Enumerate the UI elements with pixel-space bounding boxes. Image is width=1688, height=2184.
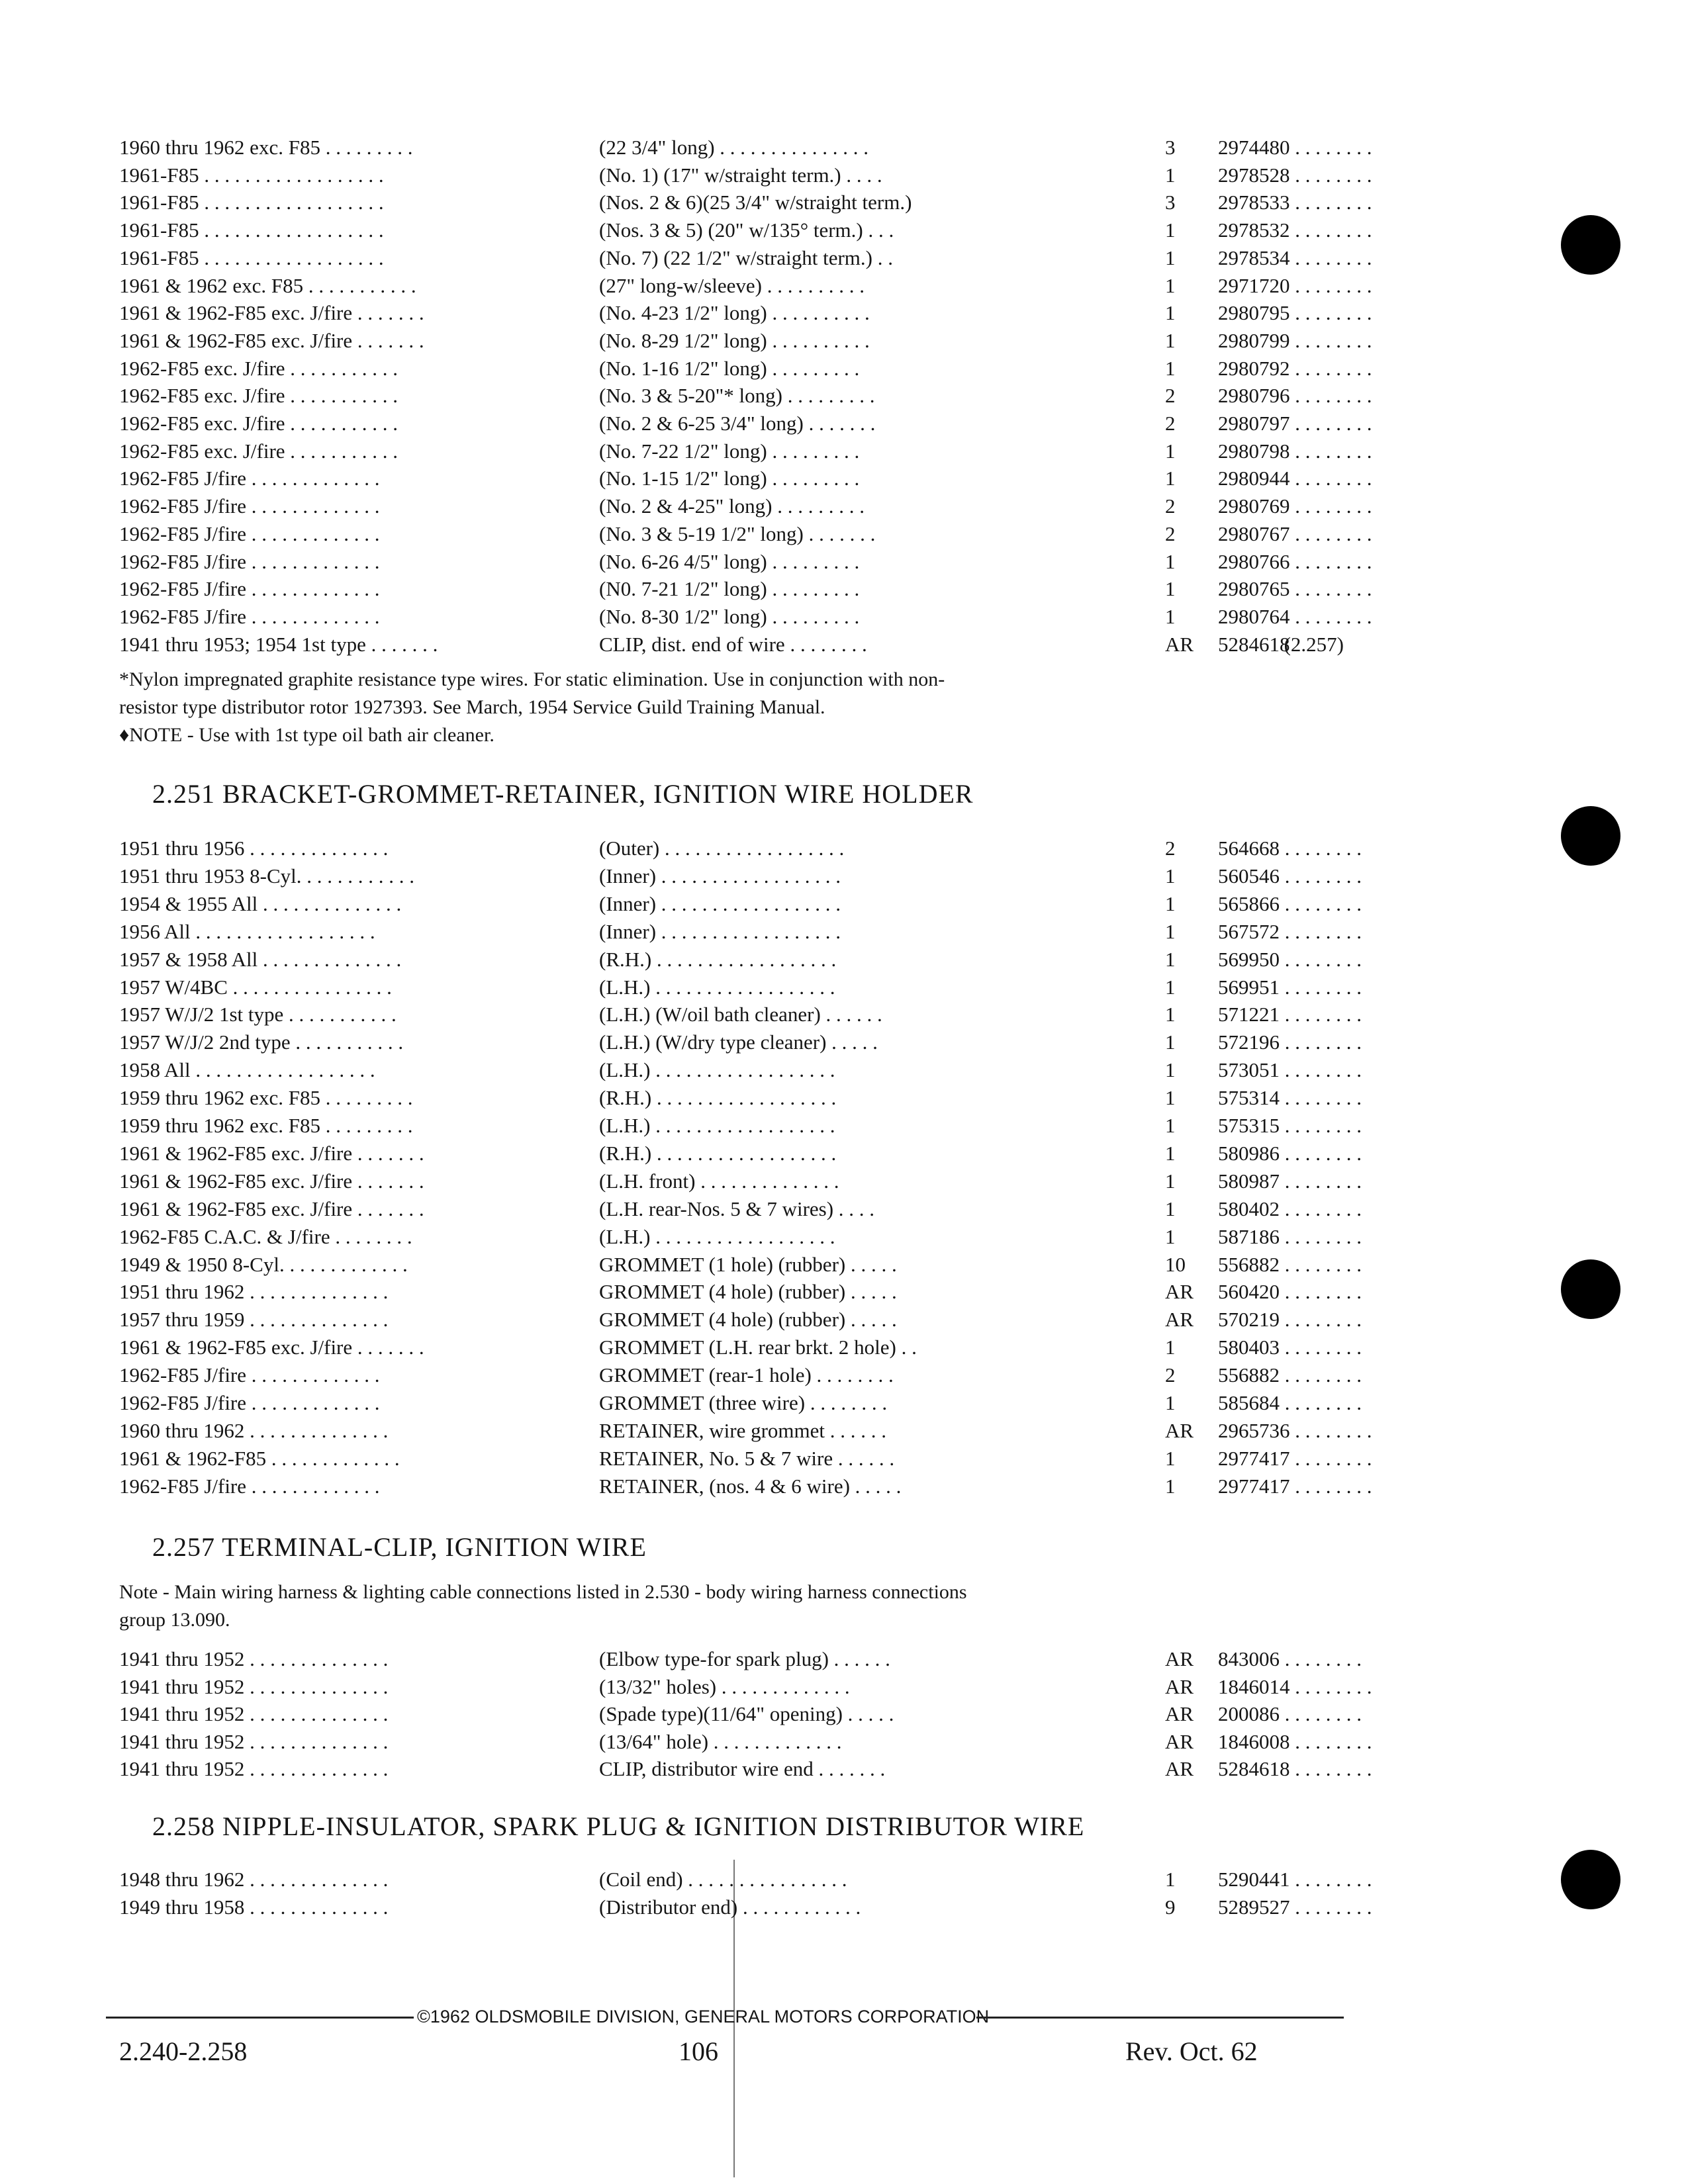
description-cell: (Inner) . . . . . . . . . . . . . . . . . .	[599, 864, 841, 887]
part-number-cell: 569950 . . . . . . . .	[1218, 947, 1362, 971]
footer-rule-right	[976, 2017, 1344, 2019]
part-number-cell: 580986 . . . . . . . .	[1218, 1141, 1362, 1165]
part-number-cell: 1846008 . . . . . . . .	[1218, 1729, 1372, 1753]
quantity-cell: 1	[1165, 891, 1176, 915]
parts-row	[119, 604, 1372, 630]
quantity-cell: 1	[1165, 1003, 1176, 1026]
description-cell: (Nos. 2 & 6)(25 3/4" w/straight term.)	[599, 191, 912, 214]
parts-row	[119, 328, 1372, 354]
description-cell: RETAINER, (nos. 4 & 6 wire) . . . . .	[599, 1474, 902, 1498]
description-cell: (L.H.) . . . . . . . . . . . . . . . . . .	[599, 1058, 835, 1082]
model-cell: 1961 & 1962-F85 exc. J/fire . . . . . . .	[119, 301, 424, 325]
section-range: 2.240-2.258	[119, 2036, 248, 2066]
parts-row	[119, 1390, 1362, 1416]
description-cell: GROMMET (1 hole) (rubber) . . . . .	[599, 1252, 897, 1276]
quantity-cell: 1	[1165, 301, 1176, 325]
description-cell: (No. 3 & 5-20"* long) . . . . . . . . .	[599, 384, 875, 408]
model-cell: 1962-F85 J/fire . . . . . . . . . . . . .	[119, 467, 380, 490]
part-number-cell: 5284618 . . . . . . . .	[1218, 1757, 1372, 1780]
parts-row	[119, 1306, 1362, 1333]
description-cell: (R.H.) . . . . . . . . . . . . . . . . . .	[599, 1141, 837, 1165]
quantity-cell: 10	[1165, 1252, 1186, 1276]
section-heading-2-258: 2.258 NIPPLE-INSULATOR, SPARK PLUG & IGNITION DISTRIBUTOR WIRE	[152, 1811, 1085, 1841]
quantity-cell: 3	[1165, 191, 1176, 214]
part-number-cell: 2974480 . . . . . . . .	[1218, 136, 1372, 159]
part-number-cell: 5284618	[1218, 632, 1290, 656]
model-cell: 1941 thru 1952 . . . . . . . . . . . . . .	[119, 1729, 389, 1753]
part-number-cell: 1846014 . . . . . . . .	[1218, 1674, 1372, 1698]
description-cell: (L.H. front) . . . . . . . . . . . . . .	[599, 1169, 839, 1193]
quantity-cell: 1	[1165, 1197, 1176, 1220]
part-number-cell: 2978533 . . . . . . . .	[1218, 191, 1372, 214]
quantity-cell: 2	[1165, 412, 1176, 435]
model-cell: 1961 & 1962-F85 . . . . . . . . . . . . .	[119, 1446, 400, 1470]
model-cell: 1958 All . . . . . . . . . . . . . . . . . .	[119, 1058, 375, 1082]
description-cell: (R.H.) . . . . . . . . . . . . . . . . . .	[599, 1086, 837, 1110]
description-cell: (Nos. 3 & 5) (20" w/135° term.) . . .	[599, 218, 894, 242]
description-cell: (Outer) . . . . . . . . . . . . . . . . . .	[599, 837, 845, 860]
description-cell: (No. 2 & 6-25 3/4" long) . . . . . . .	[599, 412, 876, 435]
model-cell: 1957 W/4BC . . . . . . . . . . . . . . . .	[119, 975, 392, 999]
model-cell: 1941 thru 1952 . . . . . . . . . . . . . .	[119, 1647, 389, 1670]
quantity-cell: 3	[1165, 136, 1176, 159]
description-cell: (No. 1) (17" w/straight term.) . . . .	[599, 163, 882, 187]
parts-row	[119, 974, 1362, 1001]
part-number-cell: 564668 . . . . . . . .	[1218, 837, 1362, 860]
model-cell: 1941 thru 1953; 1954 1st type . . . . . . .	[119, 632, 438, 656]
section-heading-2-257: 2.257 TERMINAL-CLIP, IGNITION WIRE	[152, 1532, 647, 1562]
description-cell: (Inner) . . . . . . . . . . . . . . . . . .	[599, 919, 841, 943]
description-cell: (13/32" holes) . . . . . . . . . . . . .	[599, 1674, 850, 1698]
part-number-cell: 556882 . . . . . . . .	[1218, 1363, 1362, 1387]
parts-row	[119, 1445, 1372, 1472]
description-cell: (L.H.) . . . . . . . . . . . . . . . . . .	[599, 1114, 835, 1137]
parts-row	[119, 410, 1372, 437]
description-cell: (Distributor end) . . . . . . . . . . . .	[599, 1895, 861, 1919]
quantity-cell: 1	[1165, 1224, 1176, 1248]
part-number-cell: 570219 . . . . . . . .	[1218, 1308, 1362, 1332]
quantity-cell: 1	[1165, 1446, 1176, 1470]
model-cell: 1941 thru 1952 . . . . . . . . . . . . . .	[119, 1757, 389, 1780]
description-cell: (No. 1-16 1/2" long) . . . . . . . . .	[599, 356, 860, 380]
description-cell: (No. 8-29 1/2" long) . . . . . . . . . .	[599, 328, 870, 352]
binder-hole	[1561, 1850, 1620, 1909]
description-cell: GROMMET (rear-1 hole) . . . . . . . .	[599, 1363, 894, 1387]
section-heading-2-251: 2.251 BRACKET-GROMMET-RETAINER, IGNITION WIRE HOLDER	[152, 779, 974, 809]
part-number-cell: 2980799 . . . . . . . .	[1218, 328, 1372, 352]
part-number-cell: 5289527 . . . . . . . .	[1218, 1895, 1372, 1919]
parts-row	[119, 631, 1344, 658]
description-cell: (No. 8-30 1/2" long) . . . . . . . . .	[599, 604, 860, 628]
parts-row	[119, 919, 1362, 945]
parts-row	[119, 1001, 1362, 1028]
part-number-cell: 2980798 . . . . . . . .	[1218, 439, 1372, 463]
parts-row	[119, 1646, 1362, 1672]
quantity-cell: AR	[1165, 1647, 1194, 1670]
parts-row	[119, 1224, 1362, 1250]
part-number-cell: 2978532 . . . . . . . .	[1218, 218, 1372, 242]
description-cell: (No. 7) (22 1/2" w/straight term.) . .	[599, 246, 893, 269]
parts-row	[119, 1334, 1362, 1361]
part-number-cell: 2980796 . . . . . . . .	[1218, 384, 1372, 408]
quantity-cell: 2	[1165, 494, 1176, 518]
quantity-cell: 1	[1165, 1030, 1176, 1054]
model-cell: 1957 W/J/2 2nd type . . . . . . . . . . .	[119, 1030, 404, 1054]
parts-row	[119, 1894, 1372, 1921]
part-number-cell: 2980767 . . . . . . . .	[1218, 522, 1372, 545]
quantity-cell: 1	[1165, 163, 1176, 187]
parts-row	[119, 1279, 1362, 1305]
cross-reference-cell: (2.257)	[1284, 632, 1344, 656]
part-number-cell: 573051 . . . . . . . .	[1218, 1058, 1362, 1082]
quantity-cell: 1	[1165, 246, 1176, 269]
description-cell: (Elbow type-for spark plug) . . . . . .	[599, 1647, 890, 1670]
quantity-cell: AR	[1165, 1418, 1194, 1442]
model-cell: 1956 All . . . . . . . . . . . . . . . . . .	[119, 919, 375, 943]
quantity-cell: 2	[1165, 384, 1176, 408]
description-cell: (L.H.) . . . . . . . . . . . . . . . . . .	[599, 975, 835, 999]
model-cell: 1949 thru 1958 . . . . . . . . . . . . . .	[119, 1895, 389, 1919]
quantity-cell: 1	[1165, 1474, 1176, 1498]
quantity-cell: 1	[1165, 604, 1176, 628]
parts-row	[119, 1085, 1362, 1111]
part-number-cell: 2977417 . . . . . . . .	[1218, 1446, 1372, 1470]
parts-row	[119, 1362, 1362, 1388]
description-cell: RETAINER, wire grommet . . . . . .	[599, 1418, 887, 1442]
part-number-cell: 572196 . . . . . . . .	[1218, 1030, 1362, 1054]
part-number-cell: 2980766 . . . . . . . .	[1218, 549, 1372, 573]
quantity-cell: 1	[1165, 1336, 1176, 1359]
description-cell: (N0. 7-21 1/2" long) . . . . . . . . .	[599, 577, 860, 601]
model-cell: 1961-F85 . . . . . . . . . . . . . . . . . .	[119, 163, 384, 187]
footer-rule-left	[106, 2017, 414, 2019]
quantity-cell: 1	[1165, 1086, 1176, 1110]
model-cell: 1941 thru 1952 . . . . . . . . . . . . . .	[119, 1702, 389, 1725]
description-cell: RETAINER, No. 5 & 7 wire . . . . . .	[599, 1446, 895, 1470]
model-cell: 1959 thru 1962 exc. F85 . . . . . . . . .	[119, 1086, 413, 1110]
part-number-cell: 2971720 . . . . . . . .	[1218, 273, 1372, 297]
description-cell: (R.H.) . . . . . . . . . . . . . . . . . .	[599, 947, 837, 971]
part-number-cell: 567572 . . . . . . . .	[1218, 919, 1362, 943]
description-cell: (Coil end) . . . . . . . . . . . . . . . .	[599, 1868, 847, 1891]
description-cell: (22 3/4" long) . . . . . . . . . . . . . . .	[599, 136, 869, 159]
model-cell: 1961-F85 . . . . . . . . . . . . . . . . . .	[119, 191, 384, 214]
parts-row	[119, 521, 1372, 547]
model-cell: 1941 thru 1952 . . . . . . . . . . . . . .	[119, 1674, 389, 1698]
description-cell: (13/64" hole) . . . . . . . . . . . . .	[599, 1729, 842, 1753]
parts-row	[119, 863, 1362, 889]
model-cell: 1954 & 1955 All . . . . . . . . . . . . . .	[119, 891, 402, 915]
model-cell: 1960 thru 1962 . . . . . . . . . . . . . .	[119, 1418, 389, 1442]
model-cell: 1961 & 1962-F85 exc. J/fire . . . . . . .	[119, 1197, 424, 1220]
part-number-cell: 2980795 . . . . . . . .	[1218, 301, 1372, 325]
quantity-cell: AR	[1165, 1729, 1194, 1753]
parts-row	[119, 383, 1372, 409]
binder-hole	[1561, 806, 1620, 866]
part-number-cell: 200086 . . . . . . . .	[1218, 1702, 1362, 1725]
quantity-cell: 1	[1165, 577, 1176, 601]
quantity-cell: 1	[1165, 467, 1176, 490]
part-number-cell: 2980765 . . . . . . . .	[1218, 577, 1372, 601]
model-cell: 1962-F85 exc. J/fire . . . . . . . . . . .	[119, 384, 399, 408]
quantity-cell: 1	[1165, 356, 1176, 380]
quantity-cell: 1	[1165, 975, 1176, 999]
part-number-cell: 575315 . . . . . . . .	[1218, 1114, 1362, 1137]
part-number-cell: 2980792 . . . . . . . .	[1218, 356, 1372, 380]
model-cell: 1962-F85 J/fire . . . . . . . . . . . . .	[119, 494, 380, 518]
part-number-cell: 575314 . . . . . . . .	[1218, 1086, 1362, 1110]
note-line: group 13.090.	[119, 1609, 230, 1631]
part-number-cell: 580403 . . . . . . . .	[1218, 1336, 1362, 1359]
model-cell: 1962-F85 J/fire . . . . . . . . . . . . .	[119, 1474, 380, 1498]
parts-row	[119, 1473, 1372, 1500]
description-cell: (L.H. rear-Nos. 5 & 7 wires) . . . .	[599, 1197, 875, 1220]
parts-row	[119, 1196, 1362, 1222]
model-cell: 1949 & 1950 8-Cyl. . . . . . . . . . . . .	[119, 1252, 408, 1276]
revision-date: Rev. Oct. 62	[1125, 2036, 1258, 2066]
parts-row	[119, 355, 1372, 382]
note-line: resistor type distributor rotor 1927393. See March, 1954 Service Guild Training Manual.	[119, 696, 825, 718]
model-cell: 1962-F85 J/fire . . . . . . . . . . . . .	[119, 1391, 380, 1414]
section-2-257-note	[119, 1578, 1311, 1634]
model-cell: 1957 W/J/2 1st type . . . . . . . . . . .	[119, 1003, 397, 1026]
parts-row	[119, 273, 1372, 299]
parts-row	[119, 1113, 1362, 1139]
quantity-cell: 1	[1165, 919, 1176, 943]
description-cell: (27" long-w/sleeve) . . . . . . . . . .	[599, 273, 865, 297]
note-line: ♦NOTE - Use with 1st type oil bath air cleaner.	[119, 724, 494, 746]
part-number-cell: 571221 . . . . . . . .	[1218, 1003, 1362, 1026]
parts-row	[119, 1701, 1362, 1727]
model-cell: 1951 thru 1956 . . . . . . . . . . . . . .	[119, 837, 389, 860]
model-cell: 1961 & 1962 exc. F85 . . . . . . . . . . .	[119, 273, 416, 297]
description-cell: GROMMET (4 hole) (rubber) . . . . .	[599, 1280, 897, 1304]
quantity-cell: 1	[1165, 1114, 1176, 1137]
parts-row	[119, 1029, 1362, 1056]
parts-row	[119, 465, 1372, 492]
description-cell: (No. 2 & 4-25" long) . . . . . . . . .	[599, 494, 865, 518]
description-cell: (Inner) . . . . . . . . . . . . . . . . . .	[599, 891, 841, 915]
resistance-wire-note	[119, 666, 1311, 749]
parts-row	[119, 189, 1372, 216]
parts-row	[119, 1251, 1362, 1278]
binder-hole	[1561, 1259, 1620, 1319]
part-number-cell: 2978534 . . . . . . . .	[1218, 246, 1372, 269]
parts-row	[119, 1168, 1362, 1195]
model-cell: 1962-F85 exc. J/fire . . . . . . . . . . .	[119, 412, 399, 435]
part-number-cell: 2980764 . . . . . . . .	[1218, 604, 1372, 628]
parts-row	[119, 1866, 1372, 1893]
part-number-cell: 580987 . . . . . . . .	[1218, 1169, 1362, 1193]
quantity-cell: 1	[1165, 947, 1176, 971]
quantity-cell: 1	[1165, 864, 1176, 887]
description-cell: (Spade type)(11/64" opening) . . . . .	[599, 1702, 894, 1725]
model-cell: 1957 & 1958 All . . . . . . . . . . . . . .	[119, 947, 402, 971]
description-cell: (L.H.) (W/dry type cleaner) . . . . .	[599, 1030, 878, 1054]
model-cell: 1957 thru 1959 . . . . . . . . . . . . . .	[119, 1308, 389, 1332]
model-cell: 1962-F85 C.A.C. & J/fire . . . . . . . .	[119, 1224, 412, 1248]
parts-row	[119, 134, 1372, 161]
part-number-cell: 585684 . . . . . . . .	[1218, 1391, 1362, 1414]
model-cell: 1962-F85 J/fire . . . . . . . . . . . . .	[119, 522, 380, 545]
parts-row	[119, 1057, 1362, 1083]
model-cell: 1961 & 1962-F85 exc. J/fire . . . . . . .	[119, 328, 424, 352]
quantity-cell: 1	[1165, 1141, 1176, 1165]
description-cell: (No. 1-15 1/2" long) . . . . . . . . .	[599, 467, 860, 490]
description-cell: GROMMET (three wire) . . . . . . . .	[599, 1391, 888, 1414]
quantity-cell: 2	[1165, 522, 1176, 545]
parts-row	[119, 835, 1362, 862]
model-cell: 1962-F85 J/fire . . . . . . . . . . . . .	[119, 577, 380, 601]
description-cell: GROMMET (L.H. rear brkt. 2 hole) . .	[599, 1336, 917, 1359]
quantity-cell: 1	[1165, 549, 1176, 573]
part-number-cell: 2980944 . . . . . . . .	[1218, 467, 1372, 490]
note-line: *Nylon impregnated graphite resistance type wires. For static elimination. Use in conjunction with non-	[119, 668, 945, 690]
model-cell: 1961-F85 . . . . . . . . . . . . . . . . . .	[119, 218, 384, 242]
parts-row	[119, 300, 1372, 326]
part-number-cell: 560546 . . . . . . . .	[1218, 864, 1362, 887]
part-number-cell: 2980797 . . . . . . . .	[1218, 412, 1372, 435]
parts-row	[119, 438, 1372, 465]
description-cell: (No. 6-26 4/5" long) . . . . . . . . .	[599, 549, 860, 573]
parts-row	[119, 493, 1372, 520]
parts-row	[119, 1140, 1362, 1167]
parts-row	[119, 946, 1362, 973]
quantity-cell: 1	[1165, 1169, 1176, 1193]
part-number-cell: 2978528 . . . . . . . .	[1218, 163, 1372, 187]
part-number-cell: 2965736 . . . . . . . .	[1218, 1418, 1372, 1442]
parts-row	[119, 245, 1372, 271]
part-number-cell: 556882 . . . . . . . .	[1218, 1252, 1362, 1276]
description-cell: (No. 4-23 1/2" long) . . . . . . . . . .	[599, 301, 870, 325]
quantity-cell: 2	[1165, 1363, 1176, 1387]
part-number-cell: 843006 . . . . . . . .	[1218, 1647, 1362, 1670]
quantity-cell: 1	[1165, 1058, 1176, 1082]
parts-row	[119, 1418, 1372, 1444]
description-cell: CLIP, distributor wire end . . . . . . .	[599, 1757, 886, 1780]
model-cell: 1960 thru 1962 exc. F85 . . . . . . . . .	[119, 136, 413, 159]
quantity-cell: 1	[1165, 273, 1176, 297]
part-number-cell: 5290441 . . . . . . . .	[1218, 1868, 1372, 1891]
part-number-cell: 580402 . . . . . . . .	[1218, 1197, 1362, 1220]
model-cell: 1962-F85 J/fire . . . . . . . . . . . . .	[119, 1363, 380, 1387]
part-number-cell: 587186 . . . . . . . .	[1218, 1224, 1362, 1248]
part-number-cell: 560420 . . . . . . . .	[1218, 1280, 1362, 1304]
copyright-text: ©1962 OLDSMOBILE DIVISION, GENERAL MOTORS CORPORATION	[417, 2007, 990, 2026]
binder-hole	[1561, 215, 1620, 275]
part-number-cell: 2977417 . . . . . . . .	[1218, 1474, 1372, 1498]
model-cell: 1959 thru 1962 exc. F85 . . . . . . . . .	[119, 1114, 413, 1137]
page-number: 106	[679, 2036, 718, 2066]
model-cell: 1961 & 1962-F85 exc. J/fire . . . . . . .	[119, 1169, 424, 1193]
description-cell: (L.H.) (W/oil bath cleaner) . . . . . .	[599, 1003, 882, 1026]
model-cell: 1962-F85 exc. J/fire . . . . . . . . . . .	[119, 439, 399, 463]
parts-row	[119, 549, 1372, 575]
part-number-cell: 565866 . . . . . . . .	[1218, 891, 1362, 915]
model-cell: 1962-F85 J/fire . . . . . . . . . . . . .	[119, 549, 380, 573]
parts-row	[119, 217, 1372, 244]
parts-row	[119, 162, 1372, 189]
model-cell: 1951 thru 1953 8-Cyl. . . . . . . . . . . .	[119, 864, 415, 887]
description-cell: (No. 7-22 1/2" long) . . . . . . . . .	[599, 439, 860, 463]
part-number-cell: 569951 . . . . . . . .	[1218, 975, 1362, 999]
parts-row	[119, 1729, 1372, 1755]
description-cell: CLIP, dist. end of wire . . . . . . . .	[599, 632, 867, 656]
part-number-cell: 2980769 . . . . . . . .	[1218, 494, 1372, 518]
description-cell: GROMMET (4 hole) (rubber) . . . . .	[599, 1308, 897, 1332]
model-cell: 1961-F85 . . . . . . . . . . . . . . . . . .	[119, 246, 384, 269]
quantity-cell: AR	[1165, 1674, 1194, 1698]
quantity-cell: 1	[1165, 328, 1176, 352]
quantity-cell: AR	[1165, 632, 1194, 656]
model-cell: 1951 thru 1962 . . . . . . . . . . . . . .	[119, 1280, 389, 1304]
model-cell: 1962-F85 J/fire . . . . . . . . . . . . .	[119, 604, 380, 628]
quantity-cell: 2	[1165, 837, 1176, 860]
quantity-cell: 1	[1165, 1391, 1176, 1414]
description-cell: (No. 3 & 5-19 1/2" long) . . . . . . .	[599, 522, 876, 545]
model-cell: 1961 & 1962-F85 exc. J/fire . . . . . . .	[119, 1336, 424, 1359]
quantity-cell: AR	[1165, 1308, 1194, 1332]
model-cell: 1948 thru 1962 . . . . . . . . . . . . . .	[119, 1868, 389, 1891]
quantity-cell: 1	[1165, 439, 1176, 463]
parts-row	[119, 891, 1362, 917]
quantity-cell: AR	[1165, 1757, 1194, 1780]
parts-row	[119, 1674, 1372, 1700]
model-cell: 1962-F85 exc. J/fire . . . . . . . . . . .	[119, 356, 399, 380]
quantity-cell: 9	[1165, 1895, 1176, 1919]
description-cell: (L.H.) . . . . . . . . . . . . . . . . . .	[599, 1224, 835, 1248]
note-line: Note - Main wiring harness & lighting cable connections listed in 2.530 - body wiring harness connections	[119, 1581, 967, 1603]
parts-row	[119, 1756, 1372, 1782]
parts-row	[119, 576, 1372, 602]
model-cell: 1961 & 1962-F85 exc. J/fire . . . . . . .	[119, 1141, 424, 1165]
quantity-cell: AR	[1165, 1702, 1194, 1725]
quantity-cell: AR	[1165, 1280, 1194, 1304]
quantity-cell: 1	[1165, 218, 1176, 242]
quantity-cell: 1	[1165, 1868, 1176, 1891]
